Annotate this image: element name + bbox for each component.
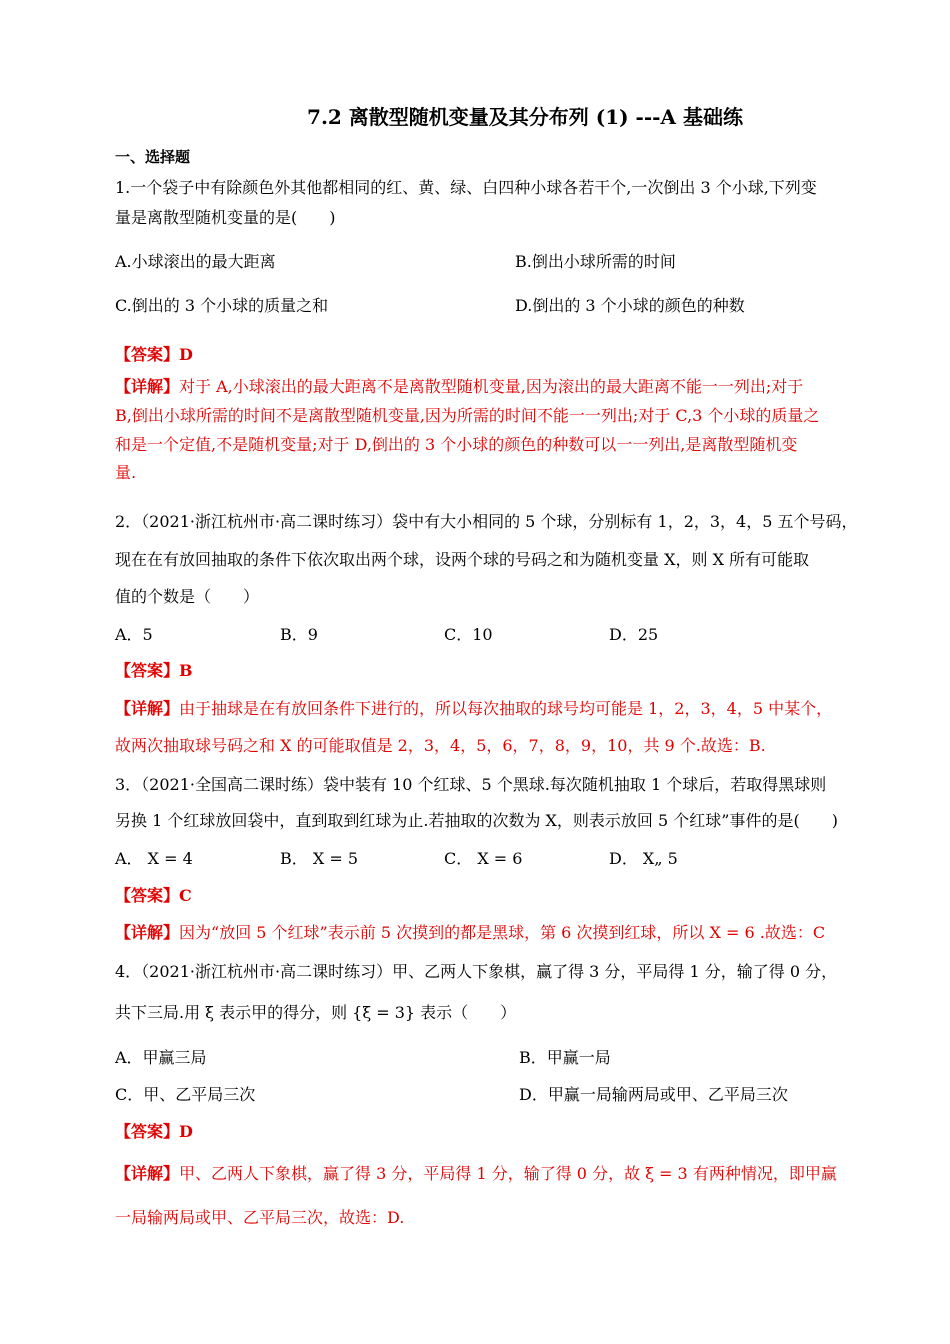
q2-detail-line-1: [115, 698, 832, 720]
q2-stem-line-1: 2．（2021·浙江杭州市·高二课时练习）袋中有大小相同的 5 个球，分别标有 1，2，3，4，5 五个号码，: [115, 512, 858, 531]
q4-detail-line-2: 一局输两局或甲、乙平局三次，故选：D.: [115, 1208, 405, 1227]
detail-text: 由于抽球是在有放回条件下进行的，所以每次抽取的球号均可能是 1，2，3，4，5 中某个，: [179, 699, 833, 718]
q4-option-d: D．甲赢一局输两局或甲、乙平局三次: [519, 1085, 788, 1104]
detail-text: 甲、乙两人下象棋，赢了得 3 分，平局得 1 分，输了得 0 分，故 ξ = 3 有两种情况，即甲赢: [179, 1164, 837, 1183]
q1-answer: [115, 344, 193, 366]
q1-option-a: A.小球滚出的最大距离: [115, 252, 276, 271]
q2-detail-line-2: 故两次抽取球号码之和 X 的可能取值是 2，3，4，5，6，7，8，9，10，共 9 个.故选：B.: [115, 736, 766, 755]
q1-detail-line-3: 和是一个定值,不是随机变量;对于 D,倒出的 3 个小球的颜色的种数可以一一列出,是离散型随机变: [115, 435, 798, 454]
q4-stem-line-2: 共下三局.用 ξ 表示甲的得分，则 {ξ = 3} 表示（ ）: [115, 1003, 517, 1022]
answer-value: C: [179, 886, 192, 905]
q4-option-c: C．甲、乙平局三次: [115, 1085, 256, 1104]
page-title: 7.2 离散型随机变量及其分布列 (1) ---A 基础练: [307, 105, 743, 129]
q2-option-d: D．25: [609, 625, 659, 644]
q4-stem-line-1: 4．（2021·浙江杭州市·高二课时练习）甲、乙两人下象棋，赢了得 3 分，平局得 1 分，输了得 0 分，: [115, 962, 838, 981]
q2-stem-line-3: 值的个数是（ ）: [115, 587, 260, 606]
q1-option-b: B.倒出小球所需的时间: [515, 252, 676, 271]
q3-stem-line-1: 3．（2021·全国高二课时练）袋中装有 10 个红球、5 个黑球.每次随机抽取 1 个球后，若取得黑球则: [115, 775, 827, 794]
detail-label: 【详解】: [115, 699, 180, 718]
q1-detail-line-2: B,倒出小球所需的时间不是离散型随机变量,因为所需的时间不能一一列出;对于 C,3 个小球的质量之: [115, 406, 820, 425]
q2-option-b: B．9: [280, 625, 318, 644]
answer-value: D: [179, 1122, 193, 1141]
detail-label: 【详解】: [115, 1164, 180, 1183]
q3-stem-line-2: 另换 1 个红球放回袋中，直到取到红球为止.若抽取的次数为 X，则表示放回 5 个红球”事件的是( ): [115, 811, 838, 830]
detail-label: 【详解】: [115, 377, 180, 396]
answer-value: D: [179, 345, 193, 364]
q2-option-c: C．10: [444, 625, 493, 644]
answer-label: 【答案】: [115, 886, 180, 905]
detail-label: 【详解】: [115, 923, 180, 942]
q1-detail-line-1: [115, 376, 803, 398]
q3-detail-line-1: [115, 922, 825, 944]
section-heading: 一、选择题: [115, 148, 191, 166]
q4-option-b: B．甲赢一局: [519, 1048, 611, 1067]
answer-label: 【答案】: [115, 1122, 180, 1141]
q3-option-a: A． X = 4: [115, 849, 193, 868]
detail-text: 对于 A,小球滚出的最大距离不是离散型随机变量,因为滚出的最大距离不能一一列出;对于: [179, 377, 804, 396]
detail-text: 因为“放回 5 个红球”表示前 5 次摸到的都是黑球，第 6 次摸到红球，所以 X = 6 .故选：C: [179, 923, 826, 942]
q4-option-a: A．甲赢三局: [115, 1048, 207, 1067]
q1-stem-line-1: 1.一个袋子中有除颜色外其他都相同的红、黄、绿、白四种小球各若干个,一次倒出 3 个小球,下列变: [115, 178, 817, 197]
q3-option-c: C． X = 6: [444, 849, 523, 868]
q4-answer: [115, 1121, 193, 1143]
q1-option-d: D.倒出的 3 个小球的颜色的种数: [515, 296, 745, 315]
answer-label: 【答案】: [115, 661, 180, 680]
q1-option-c: C.倒出的 3 个小球的质量之和: [115, 296, 329, 315]
q1-stem-line-2: 量是离散型随机变量的是( ): [115, 208, 336, 227]
answer-label: 【答案】: [115, 345, 180, 364]
q3-answer: [115, 885, 192, 907]
q2-answer: [115, 660, 193, 682]
q2-stem-line-2: 现在在有放回抽取的条件下依次取出两个球，设两个球的号码之和为随机变量 X，则 X 所有可能取: [115, 550, 810, 569]
answer-value: B: [179, 661, 193, 680]
q3-option-d: D． X„ 5: [609, 849, 678, 868]
q2-option-a: A．5: [115, 625, 153, 644]
q1-detail-line-4: 量.: [115, 463, 137, 482]
q3-option-b: B． X = 5: [280, 849, 358, 868]
q4-detail-line-1: [115, 1163, 837, 1185]
